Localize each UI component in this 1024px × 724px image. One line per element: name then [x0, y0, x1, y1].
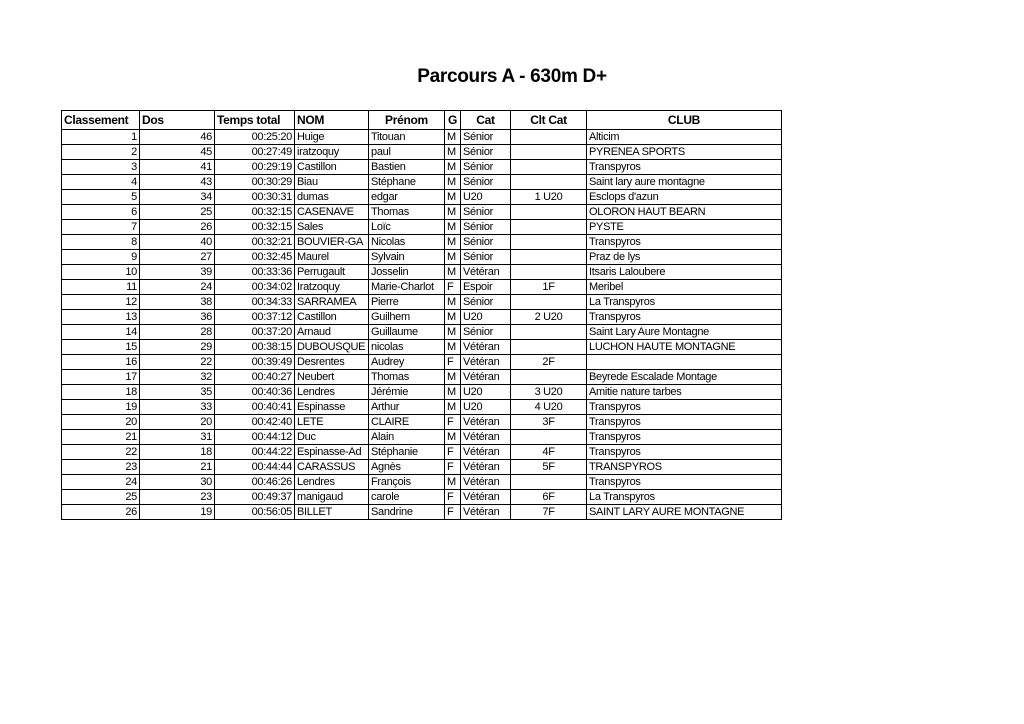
cell-cat: U20: [461, 310, 511, 325]
cell-dos: 31: [140, 430, 215, 445]
cell-classement: 25: [62, 490, 140, 505]
cell-nom: DUBOUSQUE: [295, 340, 369, 355]
cell-prenom: Alain: [369, 430, 445, 445]
cell-dos: 39: [140, 265, 215, 280]
cell-classement: 8: [62, 235, 140, 250]
table-row: [62, 385, 782, 400]
cell-dos: 18: [140, 445, 215, 460]
cell-temps: 00:46:26: [215, 475, 295, 490]
cell-classement: 7: [62, 220, 140, 235]
cell-g: M: [445, 475, 461, 490]
header-g: G: [445, 111, 461, 130]
cell-cat: U20: [461, 400, 511, 415]
cell-clt-cat: 1 U20: [511, 190, 587, 205]
table-row: [62, 355, 782, 370]
table-row: [62, 415, 782, 430]
cell-classement: 4: [62, 175, 140, 190]
cell-nom: LETE: [295, 415, 369, 430]
cell-classement: 1: [62, 130, 140, 145]
cell-nom: Huige: [295, 130, 369, 145]
cell-g: F: [445, 280, 461, 295]
cell-club: Meribel: [587, 280, 782, 295]
cell-temps: 00:32:15: [215, 205, 295, 220]
cell-cat: U20: [461, 385, 511, 400]
cell-temps: 00:56:05: [215, 505, 295, 520]
cell-dos: 30: [140, 475, 215, 490]
cell-temps: 00:42:40: [215, 415, 295, 430]
cell-club: Transpyros: [587, 445, 782, 460]
cell-nom: Arnaud: [295, 325, 369, 340]
cell-dos: 27: [140, 250, 215, 265]
cell-cat: Vétéran: [461, 415, 511, 430]
header-temps: Temps total: [215, 111, 295, 130]
header-cat: Cat: [461, 111, 511, 130]
cell-dos: 45: [140, 145, 215, 160]
cell-nom: Lendres: [295, 475, 369, 490]
cell-temps: 00:27:49: [215, 145, 295, 160]
cell-g: M: [445, 250, 461, 265]
cell-g: F: [445, 460, 461, 475]
cell-cat: U20: [461, 190, 511, 205]
cell-clt-cat: [511, 265, 587, 280]
cell-g: M: [445, 310, 461, 325]
cell-prenom: Sandrine: [369, 505, 445, 520]
cell-prenom: paul: [369, 145, 445, 160]
cell-clt-cat: 7F: [511, 505, 587, 520]
cell-nom: manigaud: [295, 490, 369, 505]
cell-club: PYSTE: [587, 220, 782, 235]
cell-classement: 17: [62, 370, 140, 385]
header-classement: Classement: [62, 111, 140, 130]
cell-g: M: [445, 325, 461, 340]
table-row: [62, 370, 782, 385]
cell-club: Esclops d'azun: [587, 190, 782, 205]
header-nom: NOM: [295, 111, 369, 130]
cell-prenom: Titouan: [369, 130, 445, 145]
cell-nom: Perrugault: [295, 265, 369, 280]
cell-g: F: [445, 490, 461, 505]
results-body: [62, 130, 782, 520]
cell-classement: 11: [62, 280, 140, 295]
cell-classement: 19: [62, 400, 140, 415]
cell-club: OLORON HAUT BEARN: [587, 205, 782, 220]
header-clt-cat: Clt Cat: [511, 111, 587, 130]
cell-clt-cat: 5F: [511, 460, 587, 475]
table-row: [62, 310, 782, 325]
cell-club: Transpyros: [587, 430, 782, 445]
cell-clt-cat: 2F: [511, 355, 587, 370]
cell-cat: Vétéran: [461, 430, 511, 445]
cell-prenom: Nicolas: [369, 235, 445, 250]
cell-clt-cat: [511, 220, 587, 235]
cell-nom: CASENAVE: [295, 205, 369, 220]
cell-cat: Vétéran: [461, 370, 511, 385]
cell-classement: 14: [62, 325, 140, 340]
cell-prenom: Stéphanie: [369, 445, 445, 460]
cell-cat: Vétéran: [461, 340, 511, 355]
cell-g: M: [445, 160, 461, 175]
cell-cat: Vétéran: [461, 445, 511, 460]
cell-dos: 22: [140, 355, 215, 370]
cell-nom: BILLET: [295, 505, 369, 520]
cell-dos: 33: [140, 400, 215, 415]
cell-prenom: carole: [369, 490, 445, 505]
cell-club: Beyrede Escalade Montage: [587, 370, 782, 385]
cell-g: M: [445, 385, 461, 400]
header-prenom: Prénom: [369, 111, 445, 130]
cell-prenom: François: [369, 475, 445, 490]
cell-classement: 20: [62, 415, 140, 430]
cell-prenom: CLAIRE: [369, 415, 445, 430]
cell-nom: SARRAMEA: [295, 295, 369, 310]
cell-nom: Espinasse-Ad: [295, 445, 369, 460]
cell-cat: Sénior: [461, 250, 511, 265]
cell-cat: Sénior: [461, 220, 511, 235]
table-row: [62, 280, 782, 295]
cell-temps: 00:29:19: [215, 160, 295, 175]
cell-nom: iratzoquy: [295, 145, 369, 160]
cell-nom: Maurel: [295, 250, 369, 265]
cell-cat: Vétéran: [461, 265, 511, 280]
table-row: [62, 220, 782, 235]
cell-g: M: [445, 265, 461, 280]
table-row: [62, 235, 782, 250]
cell-cat: Sénior: [461, 145, 511, 160]
cell-club: [587, 355, 782, 370]
cell-nom: Espinasse: [295, 400, 369, 415]
table-row: [62, 265, 782, 280]
results-table: [61, 110, 782, 520]
cell-classement: 22: [62, 445, 140, 460]
cell-clt-cat: [511, 235, 587, 250]
cell-clt-cat: [511, 175, 587, 190]
header-dos: Dos: [140, 111, 215, 130]
cell-dos: 26: [140, 220, 215, 235]
cell-club: Itsaris Laloubere: [587, 265, 782, 280]
cell-nom: BOUVIER-GA: [295, 235, 369, 250]
cell-temps: 00:32:45: [215, 250, 295, 265]
table-row: [62, 340, 782, 355]
table-row: [62, 505, 782, 520]
cell-clt-cat: [511, 370, 587, 385]
cell-g: M: [445, 430, 461, 445]
cell-temps: 00:25:20: [215, 130, 295, 145]
cell-prenom: Thomas: [369, 370, 445, 385]
cell-clt-cat: [511, 475, 587, 490]
cell-g: M: [445, 370, 461, 385]
cell-temps: 00:32:21: [215, 235, 295, 250]
cell-temps: 00:33:36: [215, 265, 295, 280]
cell-prenom: nicolas: [369, 340, 445, 355]
table-row: [62, 475, 782, 490]
cell-temps: 00:49:37: [215, 490, 295, 505]
cell-classement: 13: [62, 310, 140, 325]
table-row: [62, 460, 782, 475]
cell-dos: 41: [140, 160, 215, 175]
cell-temps: 00:32:15: [215, 220, 295, 235]
cell-clt-cat: 4 U20: [511, 400, 587, 415]
cell-club: Amitie nature tarbes: [587, 385, 782, 400]
page-title: Parcours A - 630m D+: [417, 66, 607, 87]
cell-club: Transpyros: [587, 475, 782, 490]
cell-g: M: [445, 175, 461, 190]
cell-clt-cat: 3 U20: [511, 385, 587, 400]
cell-cat: Sénior: [461, 235, 511, 250]
cell-nom: CARASSUS: [295, 460, 369, 475]
table-row: [62, 160, 782, 175]
cell-classement: 6: [62, 205, 140, 220]
cell-temps: 00:30:29: [215, 175, 295, 190]
cell-nom: Neubert: [295, 370, 369, 385]
cell-temps: 00:44:22: [215, 445, 295, 460]
cell-temps: 00:38:15: [215, 340, 295, 355]
cell-prenom: Sylvain: [369, 250, 445, 265]
cell-classement: 23: [62, 460, 140, 475]
cell-club: LUCHON HAUTE MONTAGNE: [587, 340, 782, 355]
cell-g: M: [445, 295, 461, 310]
cell-nom: Lendres: [295, 385, 369, 400]
cell-classement: 21: [62, 430, 140, 445]
cell-classement: 26: [62, 505, 140, 520]
cell-temps: 00:37:12: [215, 310, 295, 325]
table-row: [62, 130, 782, 145]
cell-classement: 18: [62, 385, 140, 400]
cell-dos: 25: [140, 205, 215, 220]
table-row: [62, 190, 782, 205]
cell-clt-cat: [511, 430, 587, 445]
cell-classement: 5: [62, 190, 140, 205]
cell-g: M: [445, 220, 461, 235]
cell-dos: 29: [140, 340, 215, 355]
cell-temps: 00:30:31: [215, 190, 295, 205]
cell-g: M: [445, 145, 461, 160]
table-row: [62, 295, 782, 310]
cell-classement: 12: [62, 295, 140, 310]
cell-prenom: Pierre: [369, 295, 445, 310]
cell-club: Saint Lary Aure Montagne: [587, 325, 782, 340]
cell-dos: 40: [140, 235, 215, 250]
cell-clt-cat: 6F: [511, 490, 587, 505]
cell-g: M: [445, 130, 461, 145]
cell-nom: Castillon: [295, 160, 369, 175]
cell-cat: Sénior: [461, 130, 511, 145]
cell-prenom: Thomas: [369, 205, 445, 220]
cell-nom: Desrentes: [295, 355, 369, 370]
cell-prenom: Jérémie: [369, 385, 445, 400]
cell-club: Saint lary aure montagne: [587, 175, 782, 190]
cell-g: F: [445, 505, 461, 520]
cell-temps: 00:39:49: [215, 355, 295, 370]
cell-g: M: [445, 190, 461, 205]
cell-dos: 36: [140, 310, 215, 325]
cell-club: Praz de lys: [587, 250, 782, 265]
cell-club: Transpyros: [587, 235, 782, 250]
cell-g: F: [445, 415, 461, 430]
cell-prenom: Josselin: [369, 265, 445, 280]
cell-temps: 00:40:41: [215, 400, 295, 415]
cell-club: La Transpyros: [587, 490, 782, 505]
cell-prenom: Guilhem: [369, 310, 445, 325]
cell-classement: 10: [62, 265, 140, 280]
cell-club: Transpyros: [587, 400, 782, 415]
table-row: [62, 445, 782, 460]
cell-dos: 43: [140, 175, 215, 190]
cell-g: M: [445, 235, 461, 250]
cell-club: TRANSPYROS: [587, 460, 782, 475]
cell-g: F: [445, 445, 461, 460]
table-row: [62, 205, 782, 220]
cell-clt-cat: [511, 250, 587, 265]
cell-club: SAINT LARY AURE MONTAGNE: [587, 505, 782, 520]
cell-dos: 20: [140, 415, 215, 430]
table-row: [62, 175, 782, 190]
table-row: [62, 145, 782, 160]
cell-classement: 9: [62, 250, 140, 265]
cell-dos: 38: [140, 295, 215, 310]
table-row: [62, 325, 782, 340]
table-row: [62, 490, 782, 505]
cell-dos: 21: [140, 460, 215, 475]
cell-classement: 16: [62, 355, 140, 370]
table-row: [62, 250, 782, 265]
cell-cat: Espoir: [461, 280, 511, 295]
cell-cat: Sénior: [461, 175, 511, 190]
cell-nom: Castillon: [295, 310, 369, 325]
cell-g: M: [445, 340, 461, 355]
cell-classement: 24: [62, 475, 140, 490]
cell-nom: Biau: [295, 175, 369, 190]
header-club: CLUB: [587, 111, 782, 130]
table-row: [62, 400, 782, 415]
cell-clt-cat: [511, 145, 587, 160]
cell-club: Alticim: [587, 130, 782, 145]
header-row: [62, 111, 782, 130]
cell-clt-cat: [511, 160, 587, 175]
cell-cat: Sénior: [461, 160, 511, 175]
cell-club: PYRENEA SPORTS: [587, 145, 782, 160]
cell-prenom: Marie-Charlot: [369, 280, 445, 295]
cell-clt-cat: [511, 340, 587, 355]
cell-temps: 00:40:27: [215, 370, 295, 385]
cell-g: M: [445, 205, 461, 220]
cell-prenom: Guillaume: [369, 325, 445, 340]
cell-clt-cat: [511, 325, 587, 340]
cell-cat: Vétéran: [461, 355, 511, 370]
cell-clt-cat: 3F: [511, 415, 587, 430]
cell-prenom: Stéphane: [369, 175, 445, 190]
cell-prenom: Agnès: [369, 460, 445, 475]
cell-club: Transpyros: [587, 310, 782, 325]
cell-clt-cat: 4F: [511, 445, 587, 460]
cell-nom: Iratzoquy: [295, 280, 369, 295]
cell-prenom: Loïc: [369, 220, 445, 235]
cell-cat: Sénior: [461, 295, 511, 310]
cell-cat: Sénior: [461, 205, 511, 220]
cell-cat: Sénior: [461, 325, 511, 340]
cell-clt-cat: [511, 205, 587, 220]
cell-clt-cat: 1F: [511, 280, 587, 295]
cell-dos: 23: [140, 490, 215, 505]
cell-dos: 34: [140, 190, 215, 205]
cell-classement: 2: [62, 145, 140, 160]
cell-dos: 19: [140, 505, 215, 520]
cell-temps: 00:44:12: [215, 430, 295, 445]
cell-clt-cat: 2 U20: [511, 310, 587, 325]
cell-prenom: Bastien: [369, 160, 445, 175]
cell-temps: 00:37:20: [215, 325, 295, 340]
cell-cat: Vétéran: [461, 475, 511, 490]
cell-club: Transpyros: [587, 415, 782, 430]
cell-dos: 35: [140, 385, 215, 400]
cell-dos: 46: [140, 130, 215, 145]
cell-cat: Vétéran: [461, 505, 511, 520]
cell-dos: 28: [140, 325, 215, 340]
cell-clt-cat: [511, 130, 587, 145]
cell-g: M: [445, 400, 461, 415]
cell-club: La Transpyros: [587, 295, 782, 310]
cell-temps: 00:34:02: [215, 280, 295, 295]
cell-prenom: Arthur: [369, 400, 445, 415]
cell-nom: Sales: [295, 220, 369, 235]
cell-classement: 3: [62, 160, 140, 175]
cell-temps: 00:34:33: [215, 295, 295, 310]
cell-club: Transpyros: [587, 160, 782, 175]
cell-temps: 00:40:36: [215, 385, 295, 400]
cell-classement: 15: [62, 340, 140, 355]
cell-cat: Vétéran: [461, 460, 511, 475]
cell-dos: 32: [140, 370, 215, 385]
cell-prenom: edgar: [369, 190, 445, 205]
cell-cat: Vétéran: [461, 490, 511, 505]
cell-g: F: [445, 355, 461, 370]
cell-temps: 00:44:44: [215, 460, 295, 475]
cell-clt-cat: [511, 295, 587, 310]
cell-nom: Duc: [295, 430, 369, 445]
table-row: [62, 430, 782, 445]
cell-nom: dumas: [295, 190, 369, 205]
cell-prenom: Audrey: [369, 355, 445, 370]
cell-dos: 24: [140, 280, 215, 295]
